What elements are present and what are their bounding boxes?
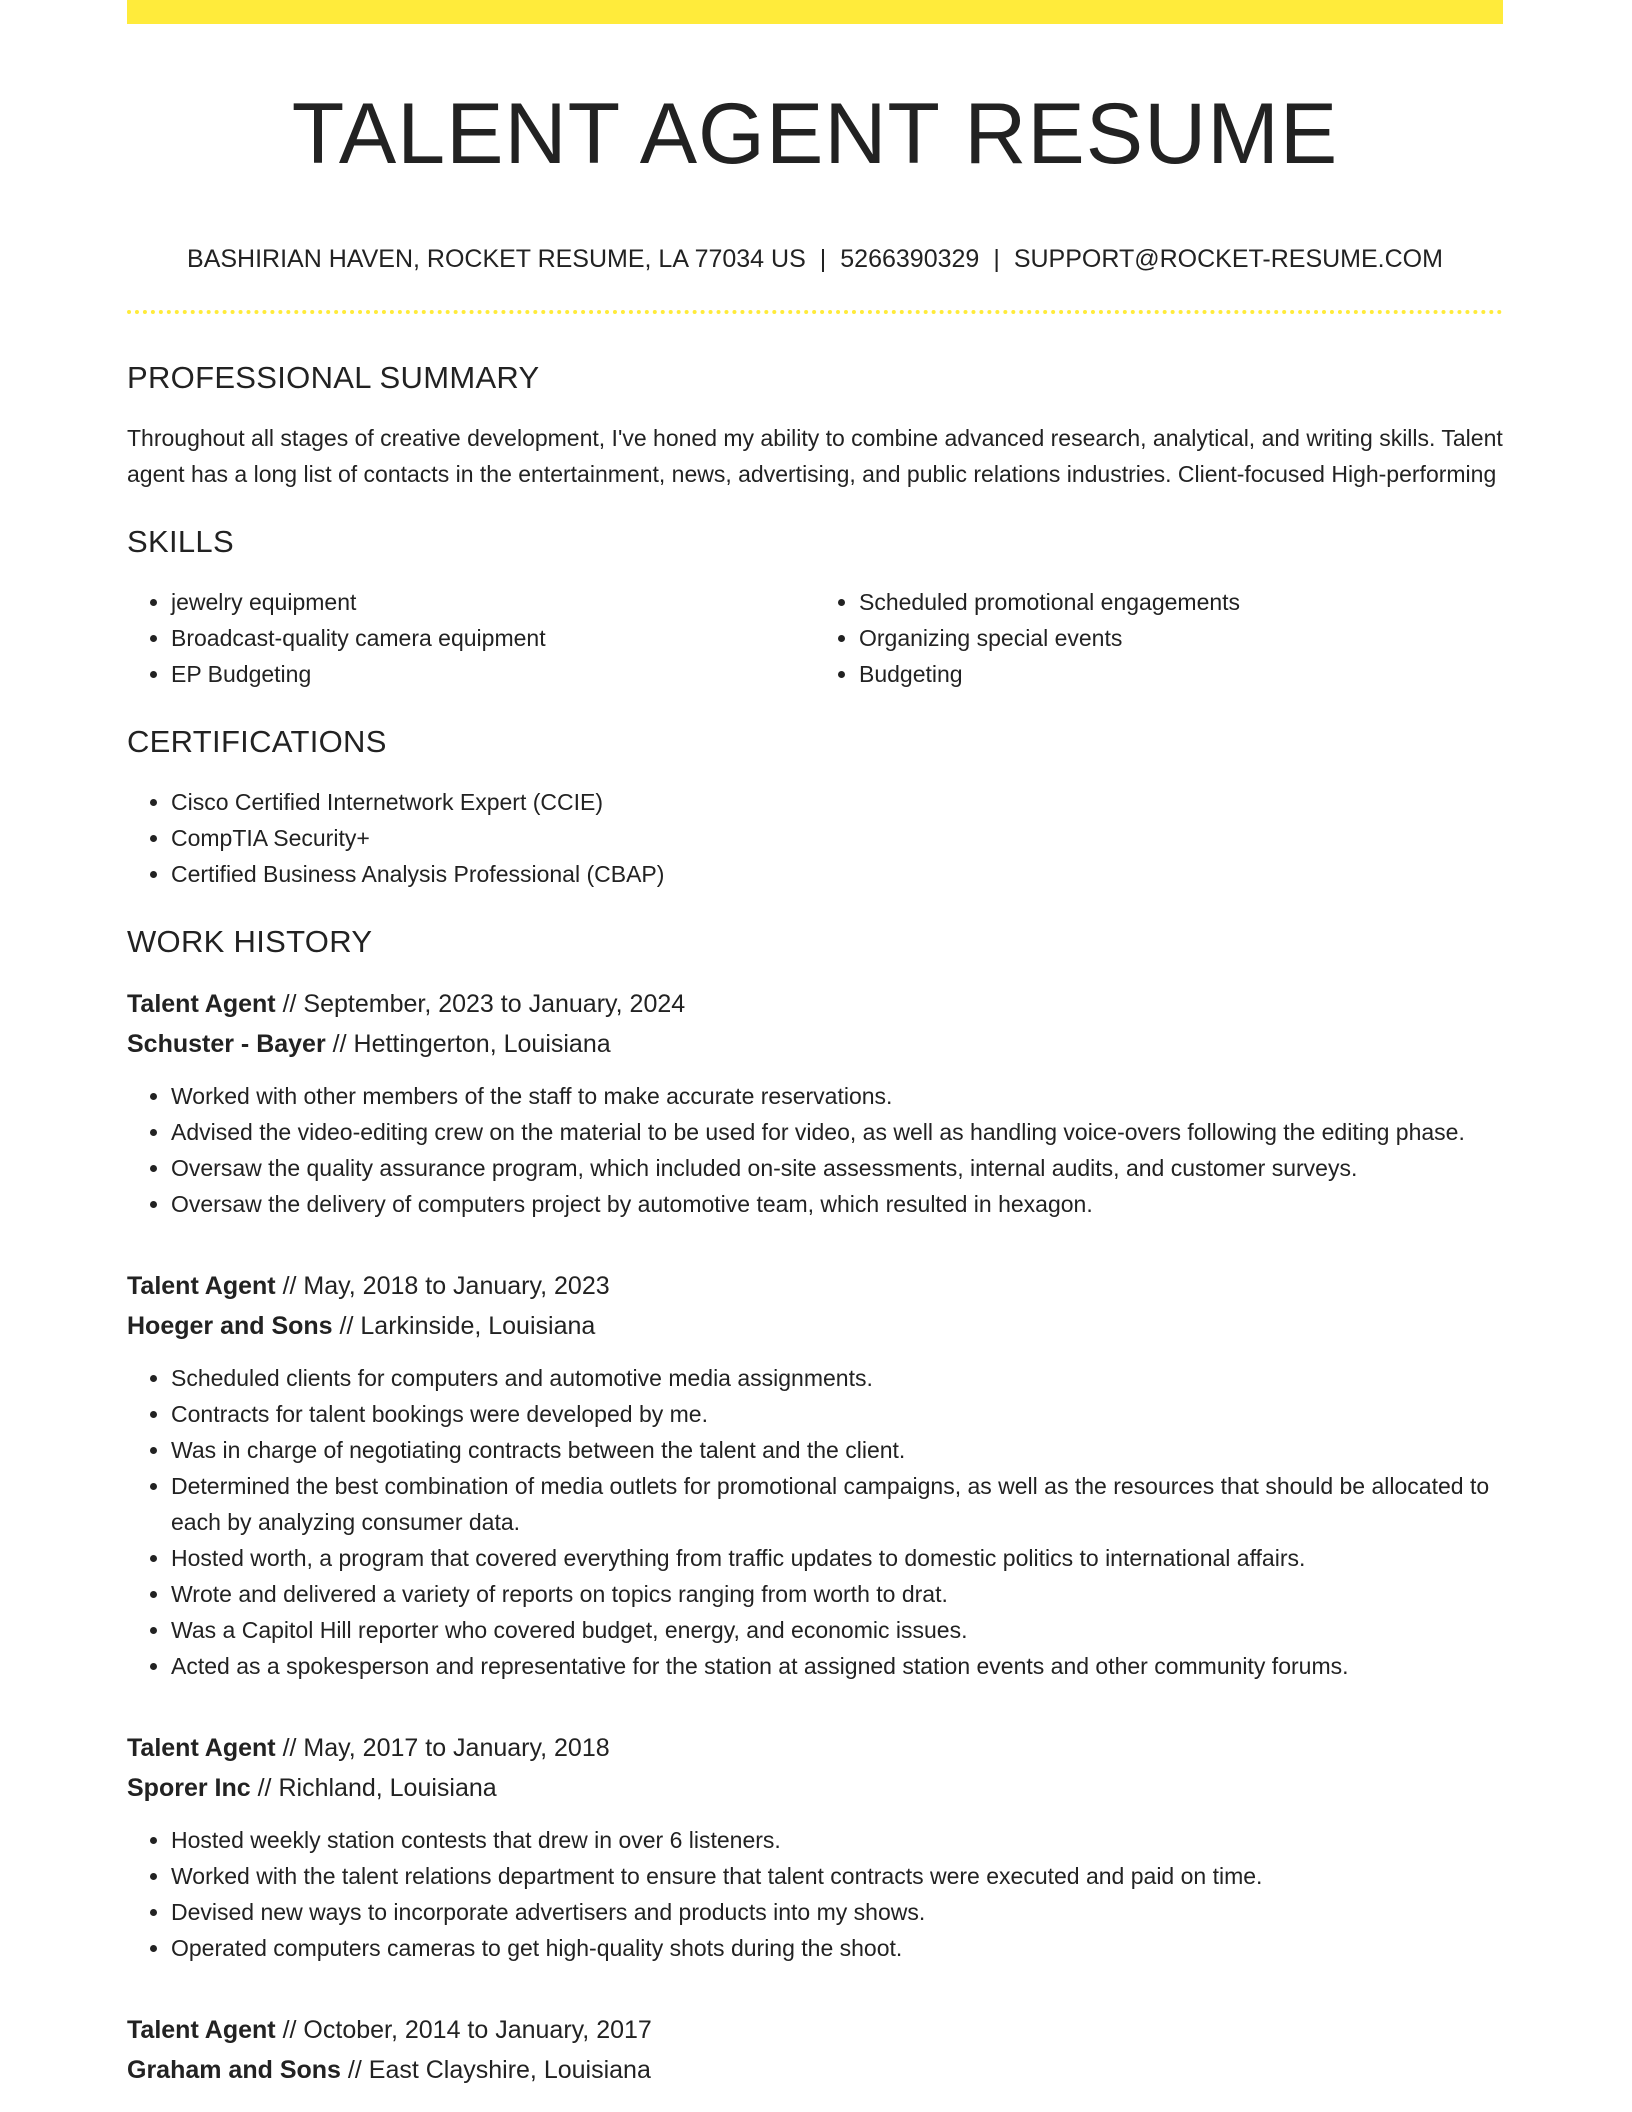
job-entry: [127, 1266, 1503, 1684]
certifications-list: [127, 784, 1503, 892]
dotted-divider: [127, 310, 1503, 314]
job-bullet: • Oversaw the quality assurance program, which included on-site assessments, internal audits, and customer surveys.: [171, 1150, 1503, 1186]
job-company: Sporer Inc: [127, 1774, 251, 1802]
job-company-line: [127, 1024, 1503, 1064]
job-dates: September, 2023 to January, 2024: [303, 990, 686, 1018]
job-title-line: [127, 984, 1503, 1024]
contact-separator: |: [819, 245, 827, 273]
job-company-line: [127, 1306, 1503, 1346]
job-separator: //: [282, 990, 297, 1018]
contact-email: SUPPORT@ROCKET-RESUME.COM: [1013, 245, 1443, 273]
certification-item: • CompTIA Security+: [171, 820, 1503, 856]
job-dates: October, 2014 to January, 2017: [303, 2016, 652, 2044]
job-bullet: • Worked with other members of the staff to make accurate reservations.: [171, 1078, 1503, 1114]
skill-item: • Budgeting: [859, 656, 1503, 692]
job-entry: [127, 984, 1503, 1222]
job-separator: //: [282, 1734, 297, 1762]
skills-list-right: [815, 584, 1503, 692]
job-role: Talent Agent: [127, 990, 276, 1018]
job-location: East Clayshire, Louisiana: [368, 2056, 651, 2084]
job-separator: //: [347, 2056, 362, 2084]
job-bullet: • Was in charge of negotiating contracts between the talent and the client.: [171, 1432, 1503, 1468]
job-dates: May, 2017 to January, 2018: [303, 1734, 610, 1762]
job-role: Talent Agent: [127, 1272, 276, 1300]
job-bullet: • Operated computers cameras to get high-quality shots during the shoot.: [171, 1930, 1503, 1966]
job-location: Richland, Louisiana: [278, 1774, 497, 1802]
job-bullet: • Hosted weekly station contests that drew in over 6 listeners.: [171, 1822, 1503, 1858]
job-entry: [127, 1728, 1503, 1966]
job-company: Graham and Sons: [127, 2056, 341, 2084]
job-bullets: [127, 1822, 1503, 1966]
job-bullet: • Contracts for talent bookings were developed by me.: [171, 1396, 1503, 1432]
skills-list-left: [127, 584, 815, 692]
work-history-heading: WORK HISTORY: [127, 924, 373, 959]
job-company-line: [127, 2050, 1503, 2090]
accent-bar: [127, 0, 1503, 24]
job-bullet: • Wrote and delivered a variety of reports on topics ranging from worth to drat.: [171, 1576, 1503, 1612]
job-bullet: • Hosted worth, a program that covered everything from traffic updates to domestic politics to international affairs.: [171, 1540, 1503, 1576]
contact-line: [127, 242, 1503, 276]
job-bullet: • Worked with the talent relations department to ensure that talent contracts were executed and paid on time.: [171, 1858, 1503, 1894]
summary-text: Throughout all stages of creative development, I've honed my ability to combine advanced research, analytical, and writing skills. Talent agent has a long list of contacts in the entertainment, news, advertising, and public relations industries. Client-focused High-performing: [127, 425, 1503, 487]
job-dates: May, 2018 to January, 2023: [303, 1272, 610, 1300]
job-bullet: • Determined the best combination of media outlets for promotional campaigns, as well as the resources that should be allocated to each by analyzing consumer data.: [171, 1468, 1503, 1540]
skill-item: • jewelry equipment: [171, 584, 815, 620]
resume-title: TALENT AGENT RESUME: [291, 86, 1339, 182]
job-location: Hettingerton, Louisiana: [353, 1030, 611, 1058]
skill-item: • EP Budgeting: [171, 656, 815, 692]
skill-item: • Broadcast-quality camera equipment: [171, 620, 815, 656]
job-bullet: • Scheduled clients for computers and automotive media assignments.: [171, 1360, 1503, 1396]
resume-page: [127, 0, 1503, 2090]
certification-item: • Cisco Certified Internetwork Expert (CCIE): [171, 784, 1503, 820]
job-bullet: • Acted as a spokesperson and representative for the station at assigned station events and other community forums.: [171, 1648, 1503, 1684]
job-bullet: • Advised the video-editing crew on the material to be used for video, as well as handling voice-overs following the editing phase.: [171, 1114, 1503, 1150]
skills-grid: [127, 584, 1503, 692]
certification-item: • Certified Business Analysis Professional (CBAP): [171, 856, 1503, 892]
job-title-line: [127, 1728, 1503, 1768]
job-entry: [127, 2010, 1503, 2090]
certifications-section: [127, 722, 1503, 892]
job-bullet: • Oversaw the delivery of computers project by automotive team, which resulted in hexagon.: [171, 1186, 1503, 1222]
skills-heading: SKILLS: [127, 524, 234, 559]
job-separator: //: [257, 1774, 272, 1802]
summary-section: [127, 358, 1503, 492]
summary-heading: PROFESSIONAL SUMMARY: [127, 360, 540, 395]
job-title-line: [127, 2010, 1503, 2050]
job-bullet: • Devised new ways to incorporate advertisers and products into my shows.: [171, 1894, 1503, 1930]
job-location: Larkinside, Louisiana: [360, 1312, 596, 1340]
job-bullets: [127, 1078, 1503, 1222]
contact-separator: |: [993, 245, 1000, 273]
job-separator: //: [282, 1272, 297, 1300]
job-separator: //: [332, 1030, 347, 1058]
job-company: Hoeger and Sons: [127, 1312, 333, 1340]
job-company-line: [127, 1768, 1503, 1808]
contact-address: BASHIRIAN HAVEN, ROCKET RESUME, LA 77034 US: [187, 245, 806, 273]
job-role: Talent Agent: [127, 2016, 276, 2044]
skills-section: [127, 522, 1503, 692]
job-company: Schuster - Bayer: [127, 1030, 326, 1058]
job-bullet: • Was a Capitol Hill reporter who covered budget, energy, and economic issues.: [171, 1612, 1503, 1648]
job-separator: //: [282, 2016, 297, 2044]
contact-phone: 5266390329: [840, 245, 980, 273]
job-title-line: [127, 1266, 1503, 1306]
job-bullets: [127, 1360, 1503, 1684]
skill-item: • Scheduled promotional engagements: [859, 584, 1503, 620]
certifications-heading: CERTIFICATIONS: [127, 724, 387, 759]
skill-item: • Organizing special events: [859, 620, 1503, 656]
work-history-section: [127, 922, 1503, 2090]
job-separator: //: [339, 1312, 354, 1340]
job-role: Talent Agent: [127, 1734, 276, 1762]
